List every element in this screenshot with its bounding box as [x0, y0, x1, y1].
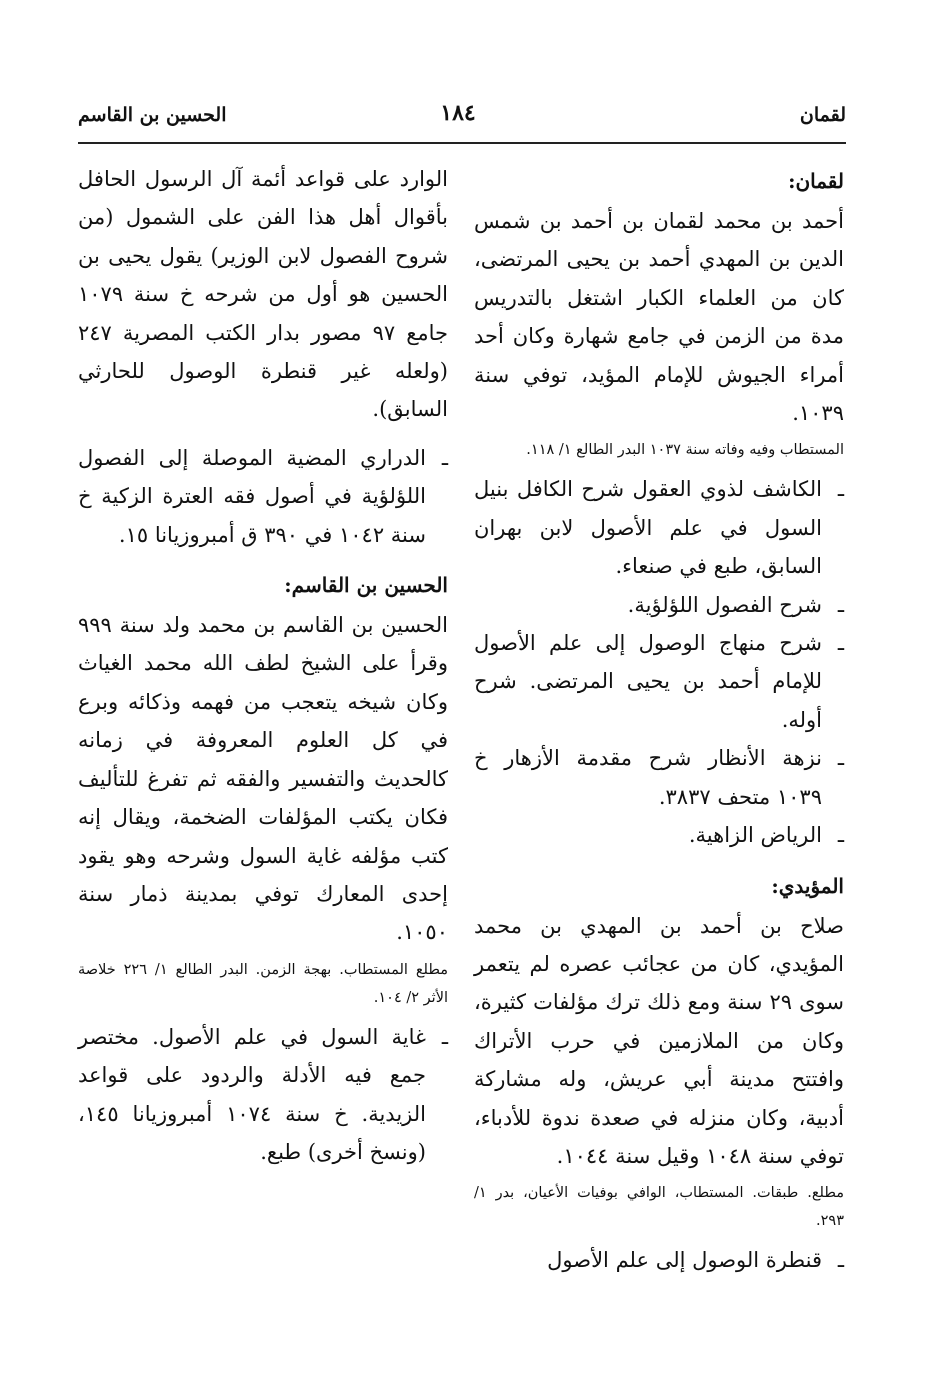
work-item: ـ شرح منهاج الوصول إلى علم الأصول للإمام أحمد بن يحيى المرتضى. شرح أوله. — [474, 631, 844, 732]
continued-text: الوارد على قواعد أئمة آل الرسول الحافل بأقوال أهل هذا الفن على الشمول (من شروح الفصول لابن الوزير) يقول يحيى بن الحسين هو أول من شرحه خ سنة ١٠٧٩ جامع ٩٧ مصور بدار الكتب المصرية ٢٤٧ (ولعله غير قنطرة الوصول للحارثي السابق). — [78, 167, 449, 422]
entry-body-luqman: أحمد بن محمد لقمان بن أحمد بن شمس الدين بن المهدي أحمد بن يحيى المرتضى، كان من العلماء الكبار اشتغل بالتدريس مدة من الزمن في جامع شهارة وكان أحد أمراء الجيوش للإمام المؤيد، توفي سنة ١٠٣٩. — [474, 209, 844, 426]
page-header — [78, 100, 846, 140]
entry-heading-luqman: لقمان: — [788, 169, 844, 193]
running-title-right: لقمان — [799, 104, 846, 126]
entry-heading-husayn: الحسين بن القاسم: — [284, 573, 448, 598]
running-title-left: الحسين بن القاسم — [78, 104, 227, 126]
work-item: ـ نزهة الأنظار شرح مقدمة الأزهار خ ١٠٣٩ متحف ٣٨٣٧. — [474, 746, 844, 809]
work-item: ـ غاية السول في علم الأصول. مختصر جمع فيه الأدلة والردود على قواعد الزيدية. خ سنة ١٠٧٤ أمبروزيانا ١٤٥، (ونسخ أخرى) طبع. — [78, 1024, 448, 1164]
work-item: ـ الكاشف لذوي العقول شرح الكافل بنيل السول في علم الأصول لابن بهران السابق، طبع في صنعاء. — [474, 477, 844, 579]
work-item: ـ شرح الفصول اللؤلؤية. — [627, 592, 844, 617]
right-column — [474, 160, 844, 1280]
entry-body-muayyadi: صلاح بن أحمد بن المهدي بن محمد المؤيدي، كان من عجائب عصره لم يتعمر سوى ٢٩ سنة ومع ذلك ترك مؤلفات كثيرة، وكان من الملازمين في حرب الأتراك وافتتح مدينة أبي عريش، وله مشاركة أدبية، وكان منزله في صعدة ندوة للأدباء، توفي سنة ١٠٤٨ وقيل سنة ١٠٤٤. — [474, 913, 844, 1168]
entry-body-husayn: الحسين بن القاسم بن محمد ولد سنة ٩٩٩ وقرأ على الشيخ لطف الله محمد الغياث وكان شيخه يتعجب من فهمه وذكائه وبرع في كل العلوم المعروفة في زمانه كالحديث والتفسير والفقه ثم تفرغ للتأليف فكان يكتب المؤلفات الضخمة، ويقال إنه كتب مؤلفه غاية السول وشرحه وهو يقود إحدى المعارك توفي بمدينة ذمار سنة ١٠٥٠. — [78, 613, 448, 945]
entry-references-husayn: مطلع المستطاب. بهجة الزمن. البدر الطالع ١/ ٢٢٦ خلاصة الأثر ٢/ ١٠٤. — [78, 961, 449, 1006]
entry-references-muayyadi: مطلع. طبقات. المستطاب، الوافي بوفيات الأعيان، بدر ١/ ٢٩٣. — [474, 1185, 844, 1230]
left-column — [78, 160, 448, 1171]
header-rule — [78, 142, 846, 144]
work-item: ـ الدراري المضية الموصلة إلى الفصول اللؤلؤية في أصول فقه العترة الزكية خ سنة ١٠٤٢ في ٣٩٠ ق أمبروزيانا ١٥. — [78, 445, 448, 547]
page-number: ١٨٤ — [440, 100, 476, 126]
entry-references-luqman: المستطاب وفيه وفاته سنة ١٠٣٧ البدر الطالع ١/ ١١٨. — [526, 442, 844, 459]
work-item: ـ الرياض الزاهية. — [688, 823, 844, 848]
work-item: ـ قنطرة الوصول إلى علم الأصول — [547, 1248, 844, 1273]
entry-heading-muayyadi: المؤيدي: — [771, 873, 844, 898]
